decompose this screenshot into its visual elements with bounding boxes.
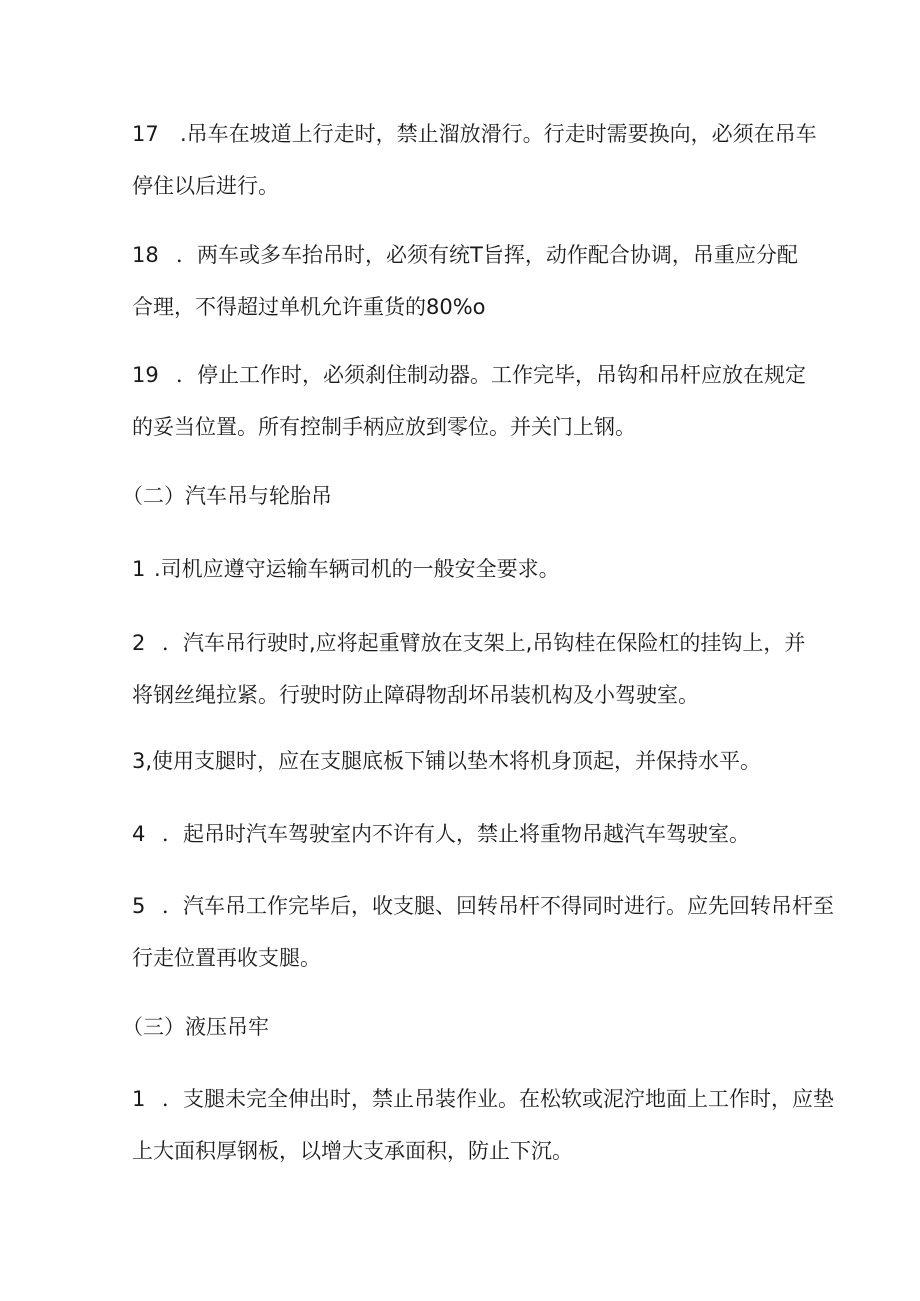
paragraph-s2-item-3 — [132, 735, 802, 787]
item-number: 19 — [132, 363, 159, 387]
item-number: 1 — [132, 557, 146, 581]
item-number: 2 — [132, 631, 146, 655]
paragraph-s2-item-5 — [132, 880, 834, 984]
item-text: ．汽车吊工作完毕后，收支腿、回转吊杆不得同时进行。应先回转吊杆至 — [162, 894, 834, 918]
paragraph-s2-item-4 — [132, 808, 802, 860]
paragraph-item-19 — [132, 349, 806, 453]
item-text: ．汽车吊行驶时,应将起重臂放在支架上,吊钩桂在保险杠的挂钩上，并 — [162, 631, 806, 655]
item-number: 5 — [132, 894, 146, 918]
paragraph-s3-item-1 — [132, 1073, 834, 1177]
item-text: 合理，不得超过单机允许重货的80%o — [132, 295, 486, 319]
item-number: 4 — [132, 822, 146, 846]
item-text: ．停止工作时，必须刹住制动器。工作完毕，吊钩和吊杆应放在规定 — [176, 363, 806, 387]
item-text: .吊车在坡道上行走时，禁止溜放滑行。行走时需要换向，必须在吊车 — [180, 122, 817, 146]
item-text: 行走位置再收支腿。 — [132, 946, 321, 970]
paragraph-s2-item-2 — [132, 617, 806, 721]
paragraph-item-18 — [132, 229, 802, 333]
item-text: ．起吊时汽车驾驶室内不许有人，禁止将重物吊越汽车驾驶室。 — [162, 822, 750, 846]
item-text: 停住以后进行。 — [132, 174, 279, 198]
item-number: 18 — [132, 243, 159, 267]
item-text: 使用支腿时，应在支腿底板下铺以垫木将机身顶起，并保持水平。 — [152, 749, 761, 773]
item-text: .司机应遵守运输车辆司机的一般安全要求。 — [154, 557, 560, 581]
item-number: 1 — [132, 1087, 146, 1111]
item-text: 将钢丝绳拉紧。行驶时防止障碍物刮坏吊装机构及小驾驶室。 — [132, 683, 699, 707]
section-heading-3: （三）液压吊牢 — [122, 1015, 269, 1039]
item-text: ．支腿未完全伸出时，禁止吊装作业。在松软或泥泞地面上工作时，应垫 — [162, 1087, 834, 1111]
paragraph-item-17 — [132, 108, 817, 212]
section-heading-2: （二）汽车吊与轮胎吊 — [122, 484, 332, 508]
item-number: 17 — [132, 122, 159, 146]
item-text: 的妥当位置。所有控制手柄应放到零位。并关门上钢。 — [132, 415, 636, 439]
paragraph-s2-item-1 — [132, 543, 802, 595]
item-number: 3, — [132, 749, 153, 773]
item-text: 上大面积厚钢板，以增大支承面积，防止下沉。 — [132, 1139, 573, 1163]
item-text: ．两车或多车抬吊时，必须有统T旨挥，动作配合协调，吊重应分配 — [176, 243, 798, 267]
